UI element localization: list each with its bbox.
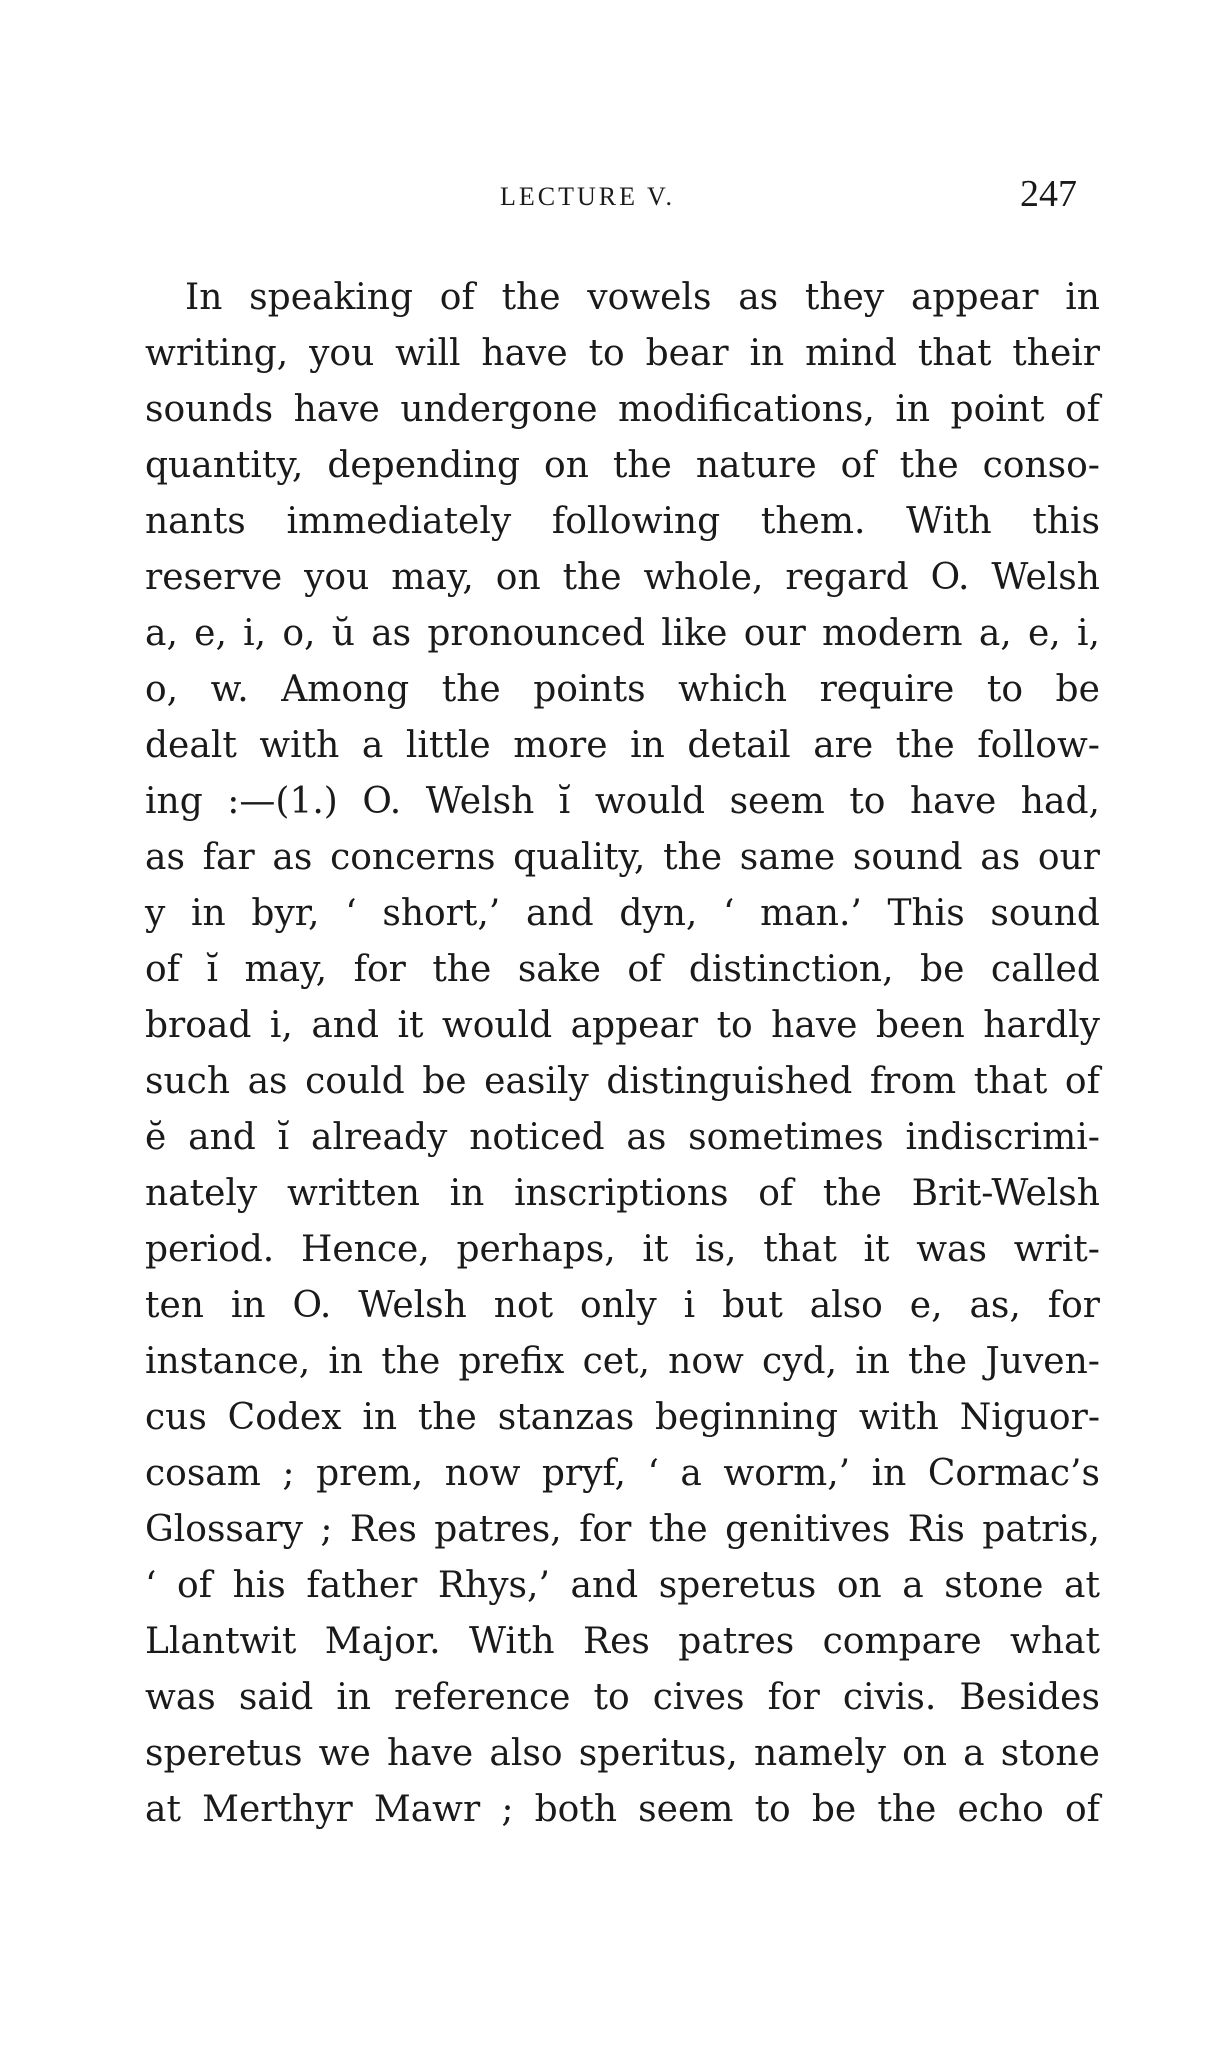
text-line: Llantwit Major. With Res patres compare what <box>145 1621 1100 1662</box>
text-line: y in byr, ‘ short,’ and dyn, ‘ man.’ This sound <box>145 893 1100 934</box>
text-line: cus Codex in the stanzas beginning with Niguor- <box>145 1397 1100 1438</box>
text-line: ĕ and ĭ already noticed as sometimes indiscrimi- <box>145 1117 1100 1158</box>
text-line: period. Hence, perhaps, it is, that it was writ- <box>145 1229 1100 1270</box>
text-line: of ĭ may, for the sake of distinction, be called <box>145 949 1100 990</box>
body-paragraph <box>145 270 1100 1838</box>
text-line: cosam ; prem, now pryf, ‘ a worm,’ in Cormac’s <box>145 1453 1100 1494</box>
text-line: ten in O. Welsh not only i but also e, as, for <box>145 1285 1100 1326</box>
text-line: instance, in the prefix cet, now cyd, in the Juven- <box>145 1341 1100 1382</box>
text-line: writing, you will have to bear in mind that their <box>145 333 1100 374</box>
text-line: o, w. Among the points which require to be <box>145 669 1100 710</box>
text-line: Glossary ; Res patres, for the genitives Ris patris, <box>145 1509 1100 1550</box>
text-line: was said in reference to cives for civis. Besides <box>145 1677 1100 1718</box>
text-line: such as could be easily distinguished from that of <box>145 1061 1100 1102</box>
text-line: In speaking of the vowels as they appear in <box>185 277 1100 318</box>
text-line: quantity, depending on the nature of the conso- <box>145 445 1100 486</box>
text-line: reserve you may, on the whole, regard O. Welsh <box>145 557 1100 598</box>
text-line: dealt with a little more in detail are the follow- <box>145 725 1100 766</box>
text-line: as far as concerns quality, the same sound as our <box>145 837 1100 878</box>
text-line: ing :—(1.) O. Welsh ĭ would seem to have had, <box>145 781 1100 822</box>
text-line: sounds have undergone modifications, in point of <box>145 389 1100 430</box>
running-title: LECTURE V. <box>500 182 675 211</box>
text-line: nately written in inscriptions of the Brit-Welsh <box>145 1173 1100 1214</box>
text-line: broad i, and it would appear to have been hardly <box>145 1005 1100 1046</box>
text-line: a, e, i, o, ŭ as pronounced like our modern a, e, i, <box>145 613 1100 654</box>
text-line: nants immediately following them. With this <box>145 501 1100 542</box>
text-line: at Merthyr Mawr ; both seem to be the echo of <box>145 1789 1100 1830</box>
page-number: 247 <box>1020 173 1077 215</box>
text-line: speretus we have also speritus, namely on a stone <box>145 1733 1100 1774</box>
text-line: ‘ of his father Rhys,’ and speretus on a stone at <box>145 1565 1100 1606</box>
